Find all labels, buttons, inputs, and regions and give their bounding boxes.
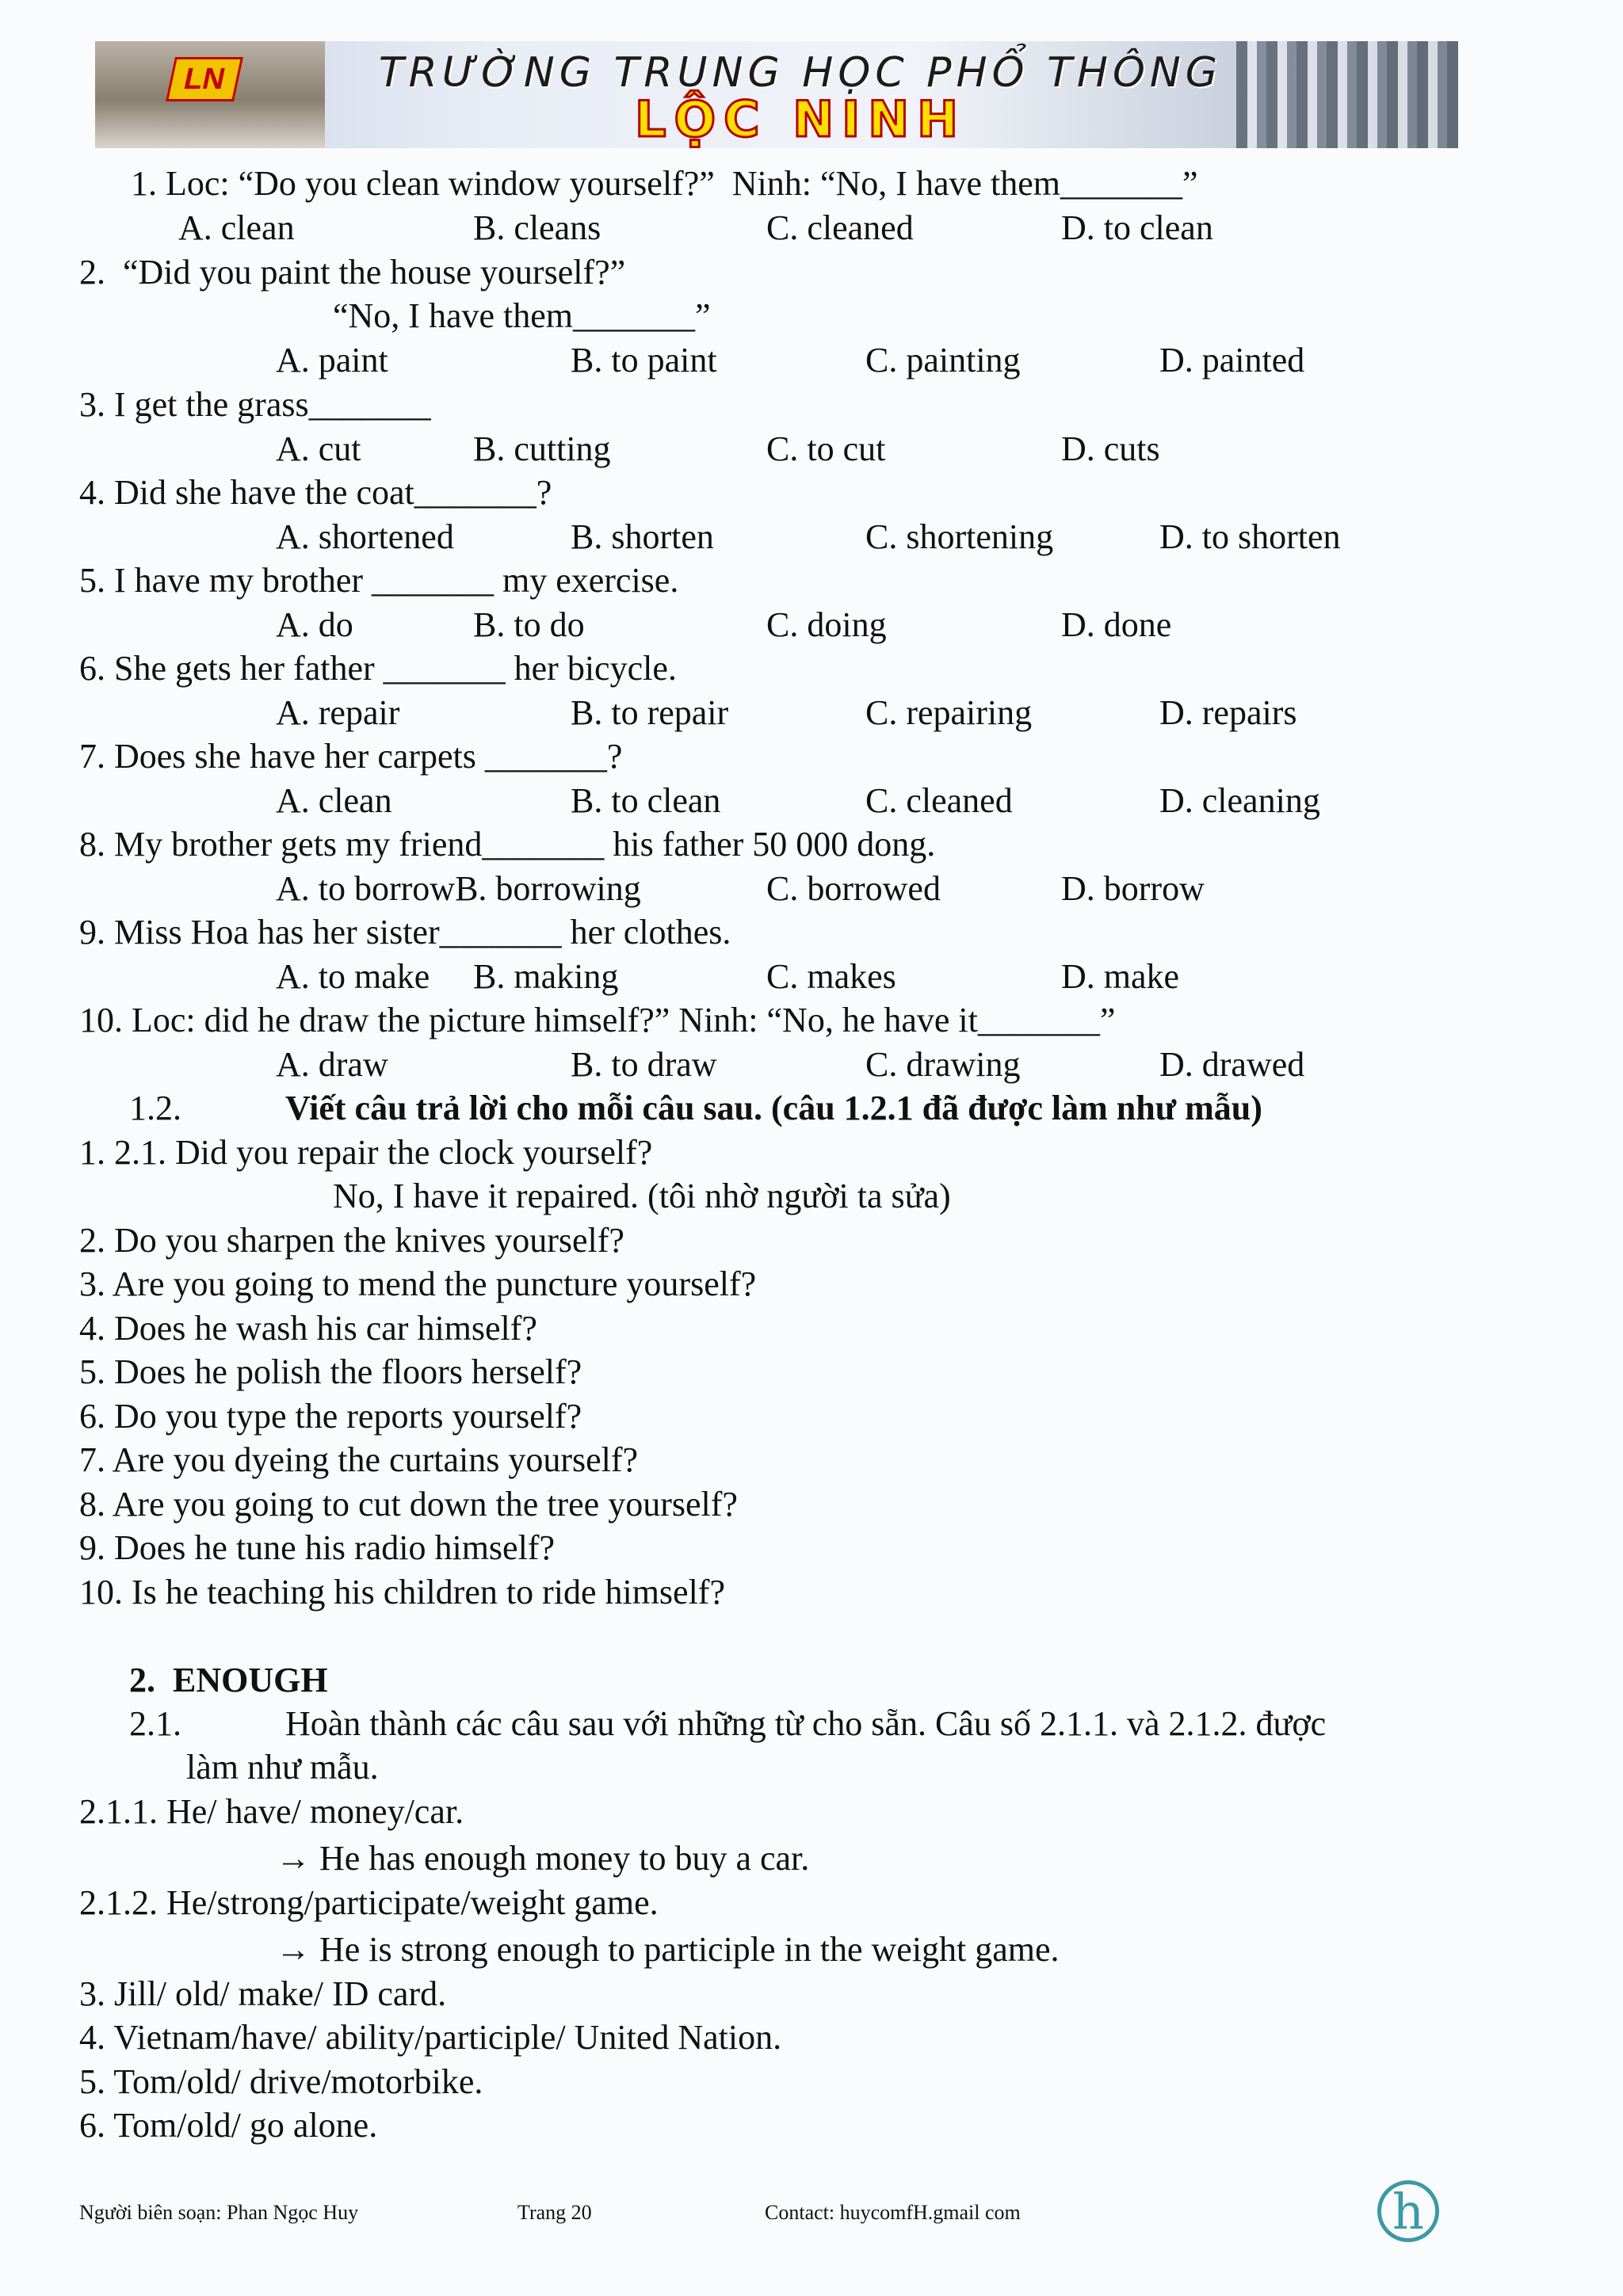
option: B. to draw (571, 1045, 717, 1084)
footer-page-number: Trang 20 (517, 2201, 592, 2224)
section-instruction: Hoàn thành các câu sau với những từ cho sẵn. Câu số 2.1.1. và 2.1.2. được (285, 1704, 1327, 1743)
banner-title: TRƯỜNG TRUNG HỌC PHỔ THÔNG (378, 49, 1223, 97)
banner-school-name: LỘC NINH (634, 90, 967, 148)
school-logo: LN (166, 57, 243, 101)
option: D. make (1061, 957, 1180, 996)
question-5: 5. I have my brother _______ my exercise. (79, 561, 679, 600)
exercise-item: 8. Are you going to cut down the tree yourself? (79, 1485, 738, 1524)
option: D. borrow (1061, 869, 1205, 908)
section-heading: 2. ENOUGH (129, 1661, 328, 1699)
option: B. cleans (473, 208, 601, 247)
section-number: 2.1. (129, 1704, 181, 1743)
option: A. clean (178, 208, 295, 247)
question-2-reply: “No, I have them_______” (333, 296, 711, 335)
option: A. cut (276, 429, 361, 468)
question-8: 8. My brother gets my friend_______ his father 50 000 dong. (79, 825, 936, 864)
option: B. to paint (571, 341, 717, 379)
exercise-item: 2. Do you sharpen the knives yourself? (79, 1221, 624, 1260)
option: B. to do (473, 605, 585, 644)
exercise-item: 6. Do you type the reports yourself? (79, 1397, 582, 1436)
example-answer: → He has enough money to buy a car. (276, 1839, 810, 1878)
exercise-item: 1. 2.1. Did you repair the clock yourself? (79, 1133, 653, 1172)
exercise-item: 2.1.1. He/ have/ money/car. (79, 1792, 464, 1831)
option: D. to shorten (1159, 517, 1341, 556)
option: A. do (276, 605, 353, 644)
option: D. painted (1159, 341, 1305, 379)
option: C. drawing (865, 1045, 1021, 1084)
option: A. shortened (276, 517, 454, 556)
option: B. making (473, 957, 619, 996)
option: A. paint (276, 341, 388, 379)
exercise-item: 3. Jill/ old/ make/ ID card. (79, 1974, 447, 2013)
section-number: 1.2. (129, 1089, 181, 1127)
option: C. painting (865, 341, 1021, 379)
exercise-item: 5. Does he polish the floors herself? (79, 1352, 582, 1391)
exercise-item: 10. Is he teaching his children to ride himself? (79, 1573, 725, 1611)
exercise-item: 6. Tom/old/ go alone. (79, 2106, 378, 2145)
exercise-item: 4. Vietnam/have/ ability/participle/ United Nation. (79, 2018, 782, 2057)
option: D. done (1061, 605, 1172, 644)
example-answer: → He is strong enough to participle in the weight game. (276, 1930, 1060, 1969)
exercise-item: 3. Are you going to mend the puncture yourself? (79, 1264, 757, 1303)
option: C. cleaned (865, 781, 1013, 820)
question-1: 1. Loc: “Do you clean window yourself?” Ninh: “No, I have them_______” (131, 164, 1198, 203)
option: D. to clean (1061, 208, 1213, 247)
question-4: 4. Did she have the coat_______? (79, 473, 552, 512)
option: D. drawed (1159, 1045, 1305, 1084)
option: A. clean (276, 781, 392, 820)
example-answer: No, I have it repaired. (tôi nhờ người ta sửa) (333, 1177, 951, 1215)
option: C. to cut (766, 429, 886, 468)
section-instruction-cont: làm như mẫu. (186, 1748, 379, 1787)
question-10: 10. Loc: did he draw the picture himself?” Ninh: “No, he have it_______” (79, 1001, 1116, 1039)
option: B. to clean (571, 781, 721, 820)
option: B. cutting (473, 429, 611, 468)
question-9: 9. Miss Hoa has her sister_______ her clothes. (79, 913, 731, 952)
section-instruction: Viết câu trả lời cho mỗi câu sau. (câu 1.2.1 đã được làm như mẫu) (285, 1089, 1262, 1127)
option: D. cuts (1061, 429, 1160, 468)
option: A. to make (276, 957, 430, 996)
question-2: 2. “Did you paint the house yourself?” (79, 253, 626, 292)
option: A. repair (276, 693, 400, 732)
question-6: 6. She gets her father _______ her bicycle. (79, 649, 677, 688)
option: C. borrowed (766, 869, 941, 908)
option: A. to borrowB. borrowing (276, 869, 641, 908)
option: C. cleaned (766, 208, 914, 247)
footer-author: Người biên soạn: Phan Ngọc Huy (79, 2201, 359, 2224)
option: C. makes (766, 957, 896, 996)
exercise-item: 5. Tom/old/ drive/motorbike. (79, 2062, 483, 2101)
question-7: 7. Does she have her carpets _______? (79, 737, 623, 776)
option: C. repairing (865, 693, 1033, 732)
option: C. shortening (865, 517, 1054, 556)
exercise-item: 7. Are you dyeing the curtains yourself? (79, 1440, 639, 1479)
h-logo-icon: h (1377, 2180, 1439, 2242)
school-banner (95, 41, 1458, 148)
exercise-item: 4. Does he wash his car himself? (79, 1309, 537, 1348)
question-3: 3. I get the grass_______ (79, 385, 431, 424)
option: B. to repair (571, 693, 729, 732)
exercise-item: 9. Does he tune his radio himself? (79, 1528, 555, 1567)
option: C. doing (766, 605, 887, 644)
exercise-item: 2.1.2. He/strong/participate/weight game. (79, 1883, 659, 1922)
option: B. shorten (571, 517, 714, 556)
option: D. cleaning (1159, 781, 1320, 820)
option: A. draw (276, 1045, 388, 1084)
option: D. repairs (1159, 693, 1297, 732)
footer-contact: Contact: huycomfH.gmail com (765, 2201, 1021, 2224)
